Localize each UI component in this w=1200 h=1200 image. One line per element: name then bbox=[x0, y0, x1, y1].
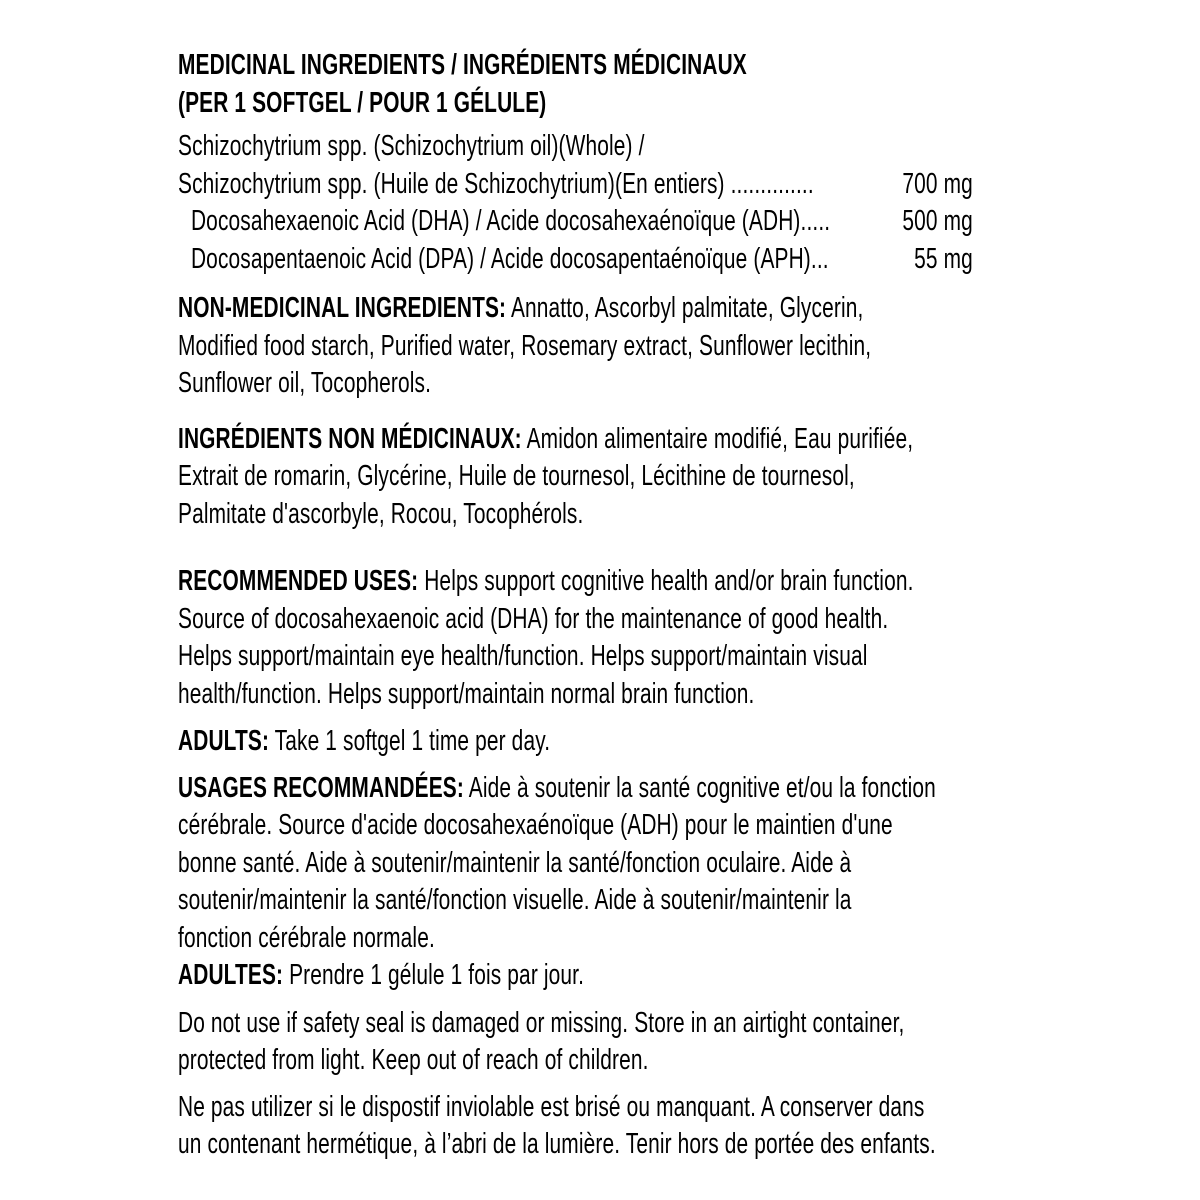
section-text-line: fonction cérébrale normale. bbox=[178, 921, 435, 954]
dosage-text: Take 1 softgel 1 time per day. bbox=[269, 725, 551, 757]
section-adults-fr bbox=[178, 957, 1028, 995]
section-label: RECOMMENDED USES: bbox=[178, 565, 419, 597]
medicinal-header-title: MEDICINAL INGREDIENTS / INGRÉDIENTS MÉDICINAUX bbox=[178, 49, 747, 81]
dosage-line bbox=[178, 957, 1028, 995]
warning-text-line: Ne pas utilizer si le dispostif inviolable est brisé ou manquant. A conserver dans bbox=[178, 1090, 925, 1123]
section-text-line: health/function. Helps support/maintain normal brain function. bbox=[178, 677, 755, 710]
dosage-text: Prendre 1 gélule 1 fois par jour. bbox=[283, 959, 585, 991]
section-label: ADULTES: bbox=[178, 959, 284, 991]
ingredient-amount: 55 mg bbox=[914, 242, 973, 275]
section-label: USAGES RECOMMANDÉES: bbox=[178, 771, 464, 804]
section-text-line: Sunflower oil, Tocopherols. bbox=[178, 367, 432, 399]
section-text: Annatto, Ascorbyl palmitate, Glycerin, bbox=[506, 292, 864, 324]
section-text-line bbox=[178, 770, 1028, 808]
section-text-line bbox=[178, 290, 1028, 328]
ingredient-name: Docosapentaenoic Acid (DPA) / Acide docosapentaénoïque (APH)... bbox=[190, 242, 829, 275]
section-label: INGRÉDIENTS NON MÉDICINAUX: bbox=[178, 422, 522, 455]
medicinal-header-dose-basis: (PER 1 SOFTGEL / POUR 1 GÉLULE) bbox=[178, 86, 547, 119]
section-non-medicinal-en bbox=[178, 290, 1028, 403]
section-text-line: cérébrale. Source d'acide docosahexaénoïque (ADH) pour le maintien d'une bbox=[178, 809, 893, 841]
ingredient-amount: 700 mg bbox=[902, 167, 973, 200]
section-recommended-uses-en bbox=[178, 563, 1028, 713]
section-label: NON-MEDICINAL INGREDIENTS: bbox=[178, 292, 507, 324]
section-text: Helps support cognitive health and/or brain function. bbox=[418, 565, 914, 597]
section-text: Amidon alimentaire modifié, Eau purifiée, bbox=[521, 422, 914, 455]
section-text: Aide à soutenir la santé cognitive et/ou la fonction bbox=[463, 771, 936, 804]
section-adults-en bbox=[178, 723, 1028, 761]
section-medicinal-list bbox=[178, 128, 1028, 278]
section-text-line: Source of docosahexaenoic acid (DHA) for the maintenance of good health. bbox=[178, 602, 889, 635]
section-label: ADULTS: bbox=[178, 725, 270, 757]
warning-text-line: Do not use if safety seal is damaged or missing. Store in an airtight container, bbox=[178, 1006, 905, 1039]
ingredient-name: Schizochytrium spp. (Huile de Schizochytrium)(En entiers) .............. bbox=[178, 167, 814, 200]
section-warning-fr bbox=[178, 1089, 1028, 1164]
section-non-medicinal-fr bbox=[178, 421, 1028, 534]
dosage-line bbox=[178, 723, 1028, 761]
ingredient-row-schizochytrium bbox=[178, 166, 973, 204]
section-medicinal-header bbox=[178, 47, 1028, 122]
warning-text-line: protected from light. Keep out of reach of children. bbox=[178, 1044, 649, 1076]
section-text-line bbox=[178, 421, 1028, 459]
section-text-line bbox=[178, 563, 1028, 601]
section-recommended-uses-fr bbox=[178, 770, 1028, 958]
ingredient-row-dha bbox=[178, 203, 973, 241]
section-text-line: Modified food starch, Purified water, Rosemary extract, Sunflower lecithin, bbox=[178, 329, 872, 362]
label-content bbox=[178, 47, 1028, 1164]
ingredient-row-dpa bbox=[178, 241, 973, 279]
section-text-line: Palmitate d'ascorbyle, Rocou, Tocophérols. bbox=[178, 497, 584, 530]
section-warning-en bbox=[178, 1005, 1028, 1080]
section-text-line: Extrait de romarin, Glycérine, Huile de tournesol, Lécithine de tournesol, bbox=[178, 460, 855, 492]
section-text-line: bonne santé. Aide à soutenir/maintenir la santé/fonction oculaire. Aide à bbox=[178, 846, 852, 879]
ingredient-intro-line: Schizochytrium spp. (Schizochytrium oil)(Whole) / bbox=[178, 130, 645, 162]
section-text-line: Helps support/maintain eye health/function. Helps support/maintain visual bbox=[178, 640, 868, 672]
warning-text-line: un contenant hermétique, à l’abri de la lumière. Tenir hors de portée des enfants. bbox=[178, 1128, 936, 1160]
section-text-line: soutenir/maintenir la santé/fonction visuelle. Aide à soutenir/maintenir la bbox=[178, 884, 852, 916]
ingredient-name: Docosahexaenoic Acid (DHA) / Acide docosahexaénoïque (ADH)..... bbox=[190, 205, 831, 237]
ingredient-amount: 500 mg bbox=[902, 205, 973, 237]
